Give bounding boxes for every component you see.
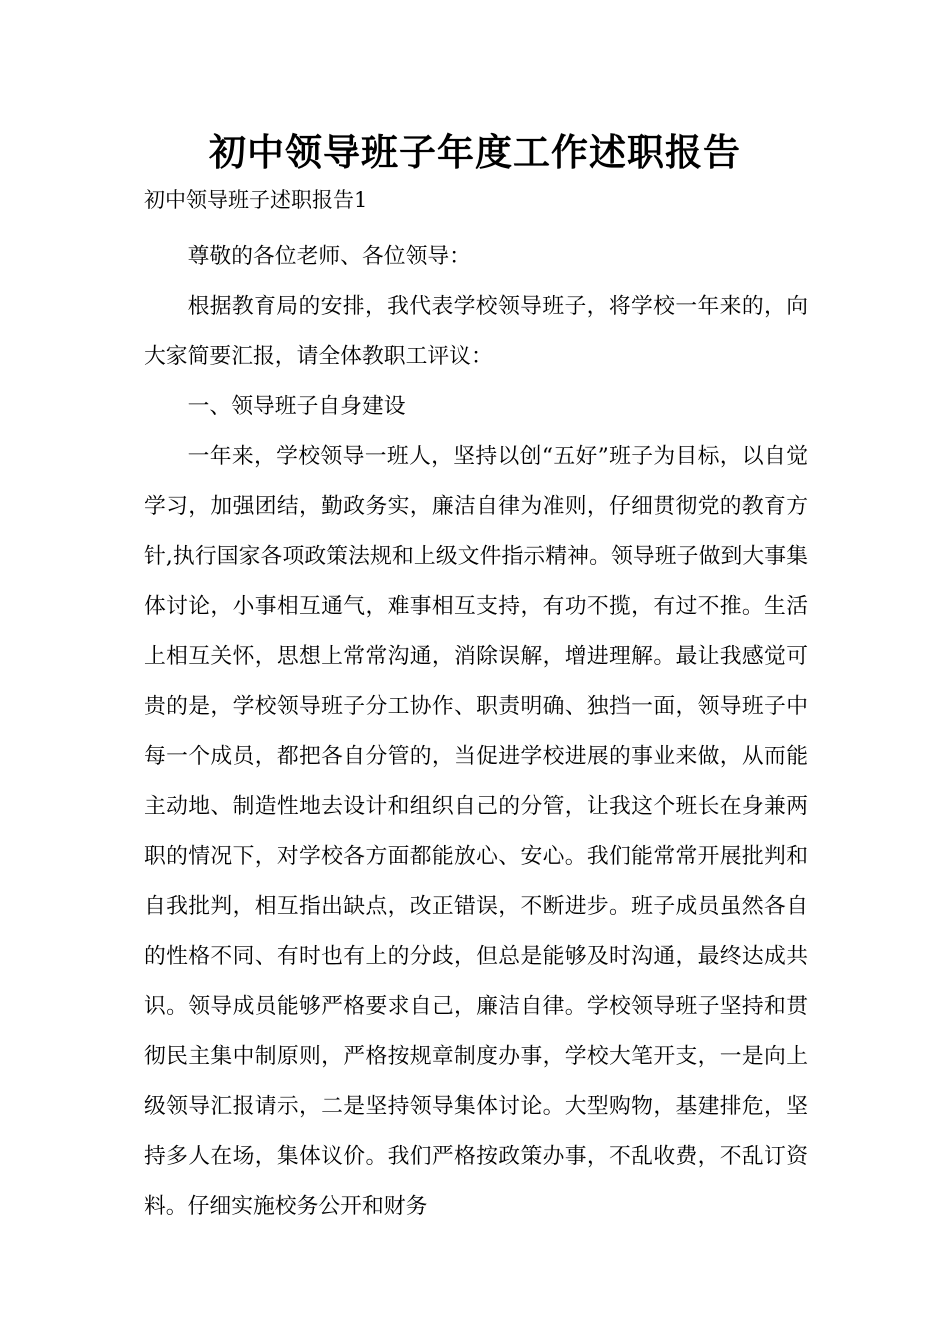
paragraph-intro: 根据教育局的安排，我代表学校领导班子，将学校一年来的，向大家简要汇报，请全体教职工评议： <box>144 294 808 369</box>
document-title: 初中领导班子年度工作述职报告 <box>209 131 741 174</box>
paragraph-heading-1: 一、领导班子自身建设 <box>187 394 406 419</box>
paragraph-body: 一年来，学校领导一班人，坚持以创“五好”班子为目标，以自觉学习，加强团结，勤政务实，廉洁自律为准则，仔细贯彻党的教育方针,执行国家各项政策法规和上级文件指示精神。领导班子做到大事集体讨论，小事相互通气，难事相互支持，有功不揽，有过不推。生活上相互关怀，思想上常常沟通，消除误解，增进理解。最让我感觉可贵的是，学校领导班子分工协作、职责明确、独挡一面，领导班子中每一个成员，都把各自分管的，当促进学校进展的事业来做，从而能主动地、制造性地去设计和组织自己的分管，让我这个班长在身兼两职的情况下，对学校各方面都能放心、安心。我们能常常开展批判和自我批判，相互指出缺点，改正错误，不断进步。班子成员虽然各自的性格不同、有时也有上的分歧，但总是能够及时沟通，最终达成共识。领导成员能够严格要求自己，廉洁自律。学校领导班子坚持和贯彻民主集中制原则，严格按规章制度办事，学校大笔开支，一是向上级领导汇报请示，二是坚持领导集体讨论。大型购物，基建排危，坚持多人在场，集体议价。我们严格按政策办事，不乱收费，不乱订资料。仔细实施校务公开和财务 <box>144 444 808 1219</box>
paragraph-salutation: 尊敬的各位老师、各位领导： <box>187 244 471 269</box>
section-label: 初中领导班子述职报告1 <box>144 188 368 212</box>
document-body <box>144 232 808 1232</box>
